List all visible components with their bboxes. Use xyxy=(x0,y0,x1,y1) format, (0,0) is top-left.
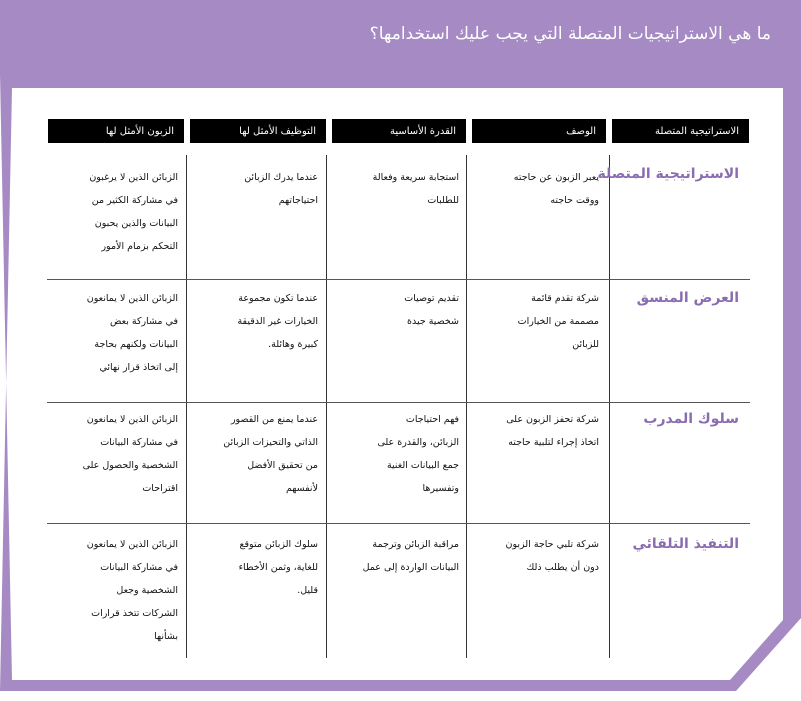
cell-capability: مراقبة الزبائن وترجمة البيانات الواردة إلى عمل xyxy=(362,539,459,573)
row-label-connected-strategy: الاستراتيجية المتصلة xyxy=(597,166,739,182)
row-divider xyxy=(47,279,750,280)
row-divider xyxy=(47,402,750,403)
cell-best-use: عندما تكون مجموعة الخيارات غير الدقيقة كبيرة وهائلة. xyxy=(237,293,318,350)
cell-best-use: عندما يمنع من القصور الذاتي والتحيزات الزبائن من تحقيق الأفضل لأنفسهم xyxy=(223,414,318,494)
cell-description: يعبر الزبون عن حاجته ووقت حاجته xyxy=(513,172,599,206)
column-divider xyxy=(466,155,467,658)
row-label-auto-execution: التنفيذ التلقائي xyxy=(632,536,739,552)
cell-description: شركة تحفز الزبون على اتخاذ إجراء لتلبية حاجته xyxy=(506,414,599,448)
cell-best-customer: الزبائن الذين لا يرغبون في مشاركة الكثير من البيانات والذين يحبون التحكم بزمام الأمور xyxy=(89,172,178,252)
cell-description: شركة تلبي حاجة الزبون دون أن يطلب ذلك xyxy=(505,539,599,573)
cell-best-use: سلوك الزبائن متوقع للغاية، وثمن الأخطاء قليل. xyxy=(238,539,318,596)
cell-capability: استجابة سريعة وفعالة للطلبات xyxy=(372,172,459,206)
cell-capability: تقديم توصيات شخصية جيدة xyxy=(404,293,459,327)
cell-best-customer: الزبائن الذين لا يمانعون في مشاركة بعض البيانات ولكنهم بحاجة إلى اتخاذ قرار نهائي xyxy=(86,293,178,373)
header-strategy: الاستراتيجية المتصلة xyxy=(612,119,749,143)
cell-best-customer: الزبائن الذين لا يمانعون في مشاركة البيانات الشخصية وجعل الشركات تتخذ قرارات بشأنها xyxy=(86,539,178,642)
column-divider xyxy=(609,155,610,658)
header-capability: القدرة الأساسية xyxy=(332,119,466,143)
header-best-customer: الزبون الأمثل لها xyxy=(48,119,184,143)
cell-best-customer: الزبائن الذين لا يمانعون في مشاركة البيانات الشخصية والحصول على اقتراحات xyxy=(82,414,178,494)
cell-description: شركة تقدم قائمة مصممة من الخيارات للزبائن xyxy=(517,293,599,350)
header-description: الوصف xyxy=(472,119,606,143)
page-title: ما هي الاستراتيجيات المتصلة التي يجب عليك استخدامها؟ xyxy=(369,24,771,44)
column-divider xyxy=(326,155,327,658)
row-label-curated-offering: العرض المنسق xyxy=(636,290,739,306)
column-divider xyxy=(186,155,187,658)
row-label-coach-behavior: سلوك المدرب xyxy=(643,411,739,427)
header-best-use: التوظيف الأمثل لها xyxy=(190,119,326,143)
cell-capability: فهم احتياجات الزبائن، والقدرة على جمع البيانات الغنية وتفسيرها xyxy=(377,414,459,494)
row-divider xyxy=(47,523,750,524)
cell-best-use: عندما يدرك الزبائن احتياجاتهم xyxy=(244,172,318,206)
